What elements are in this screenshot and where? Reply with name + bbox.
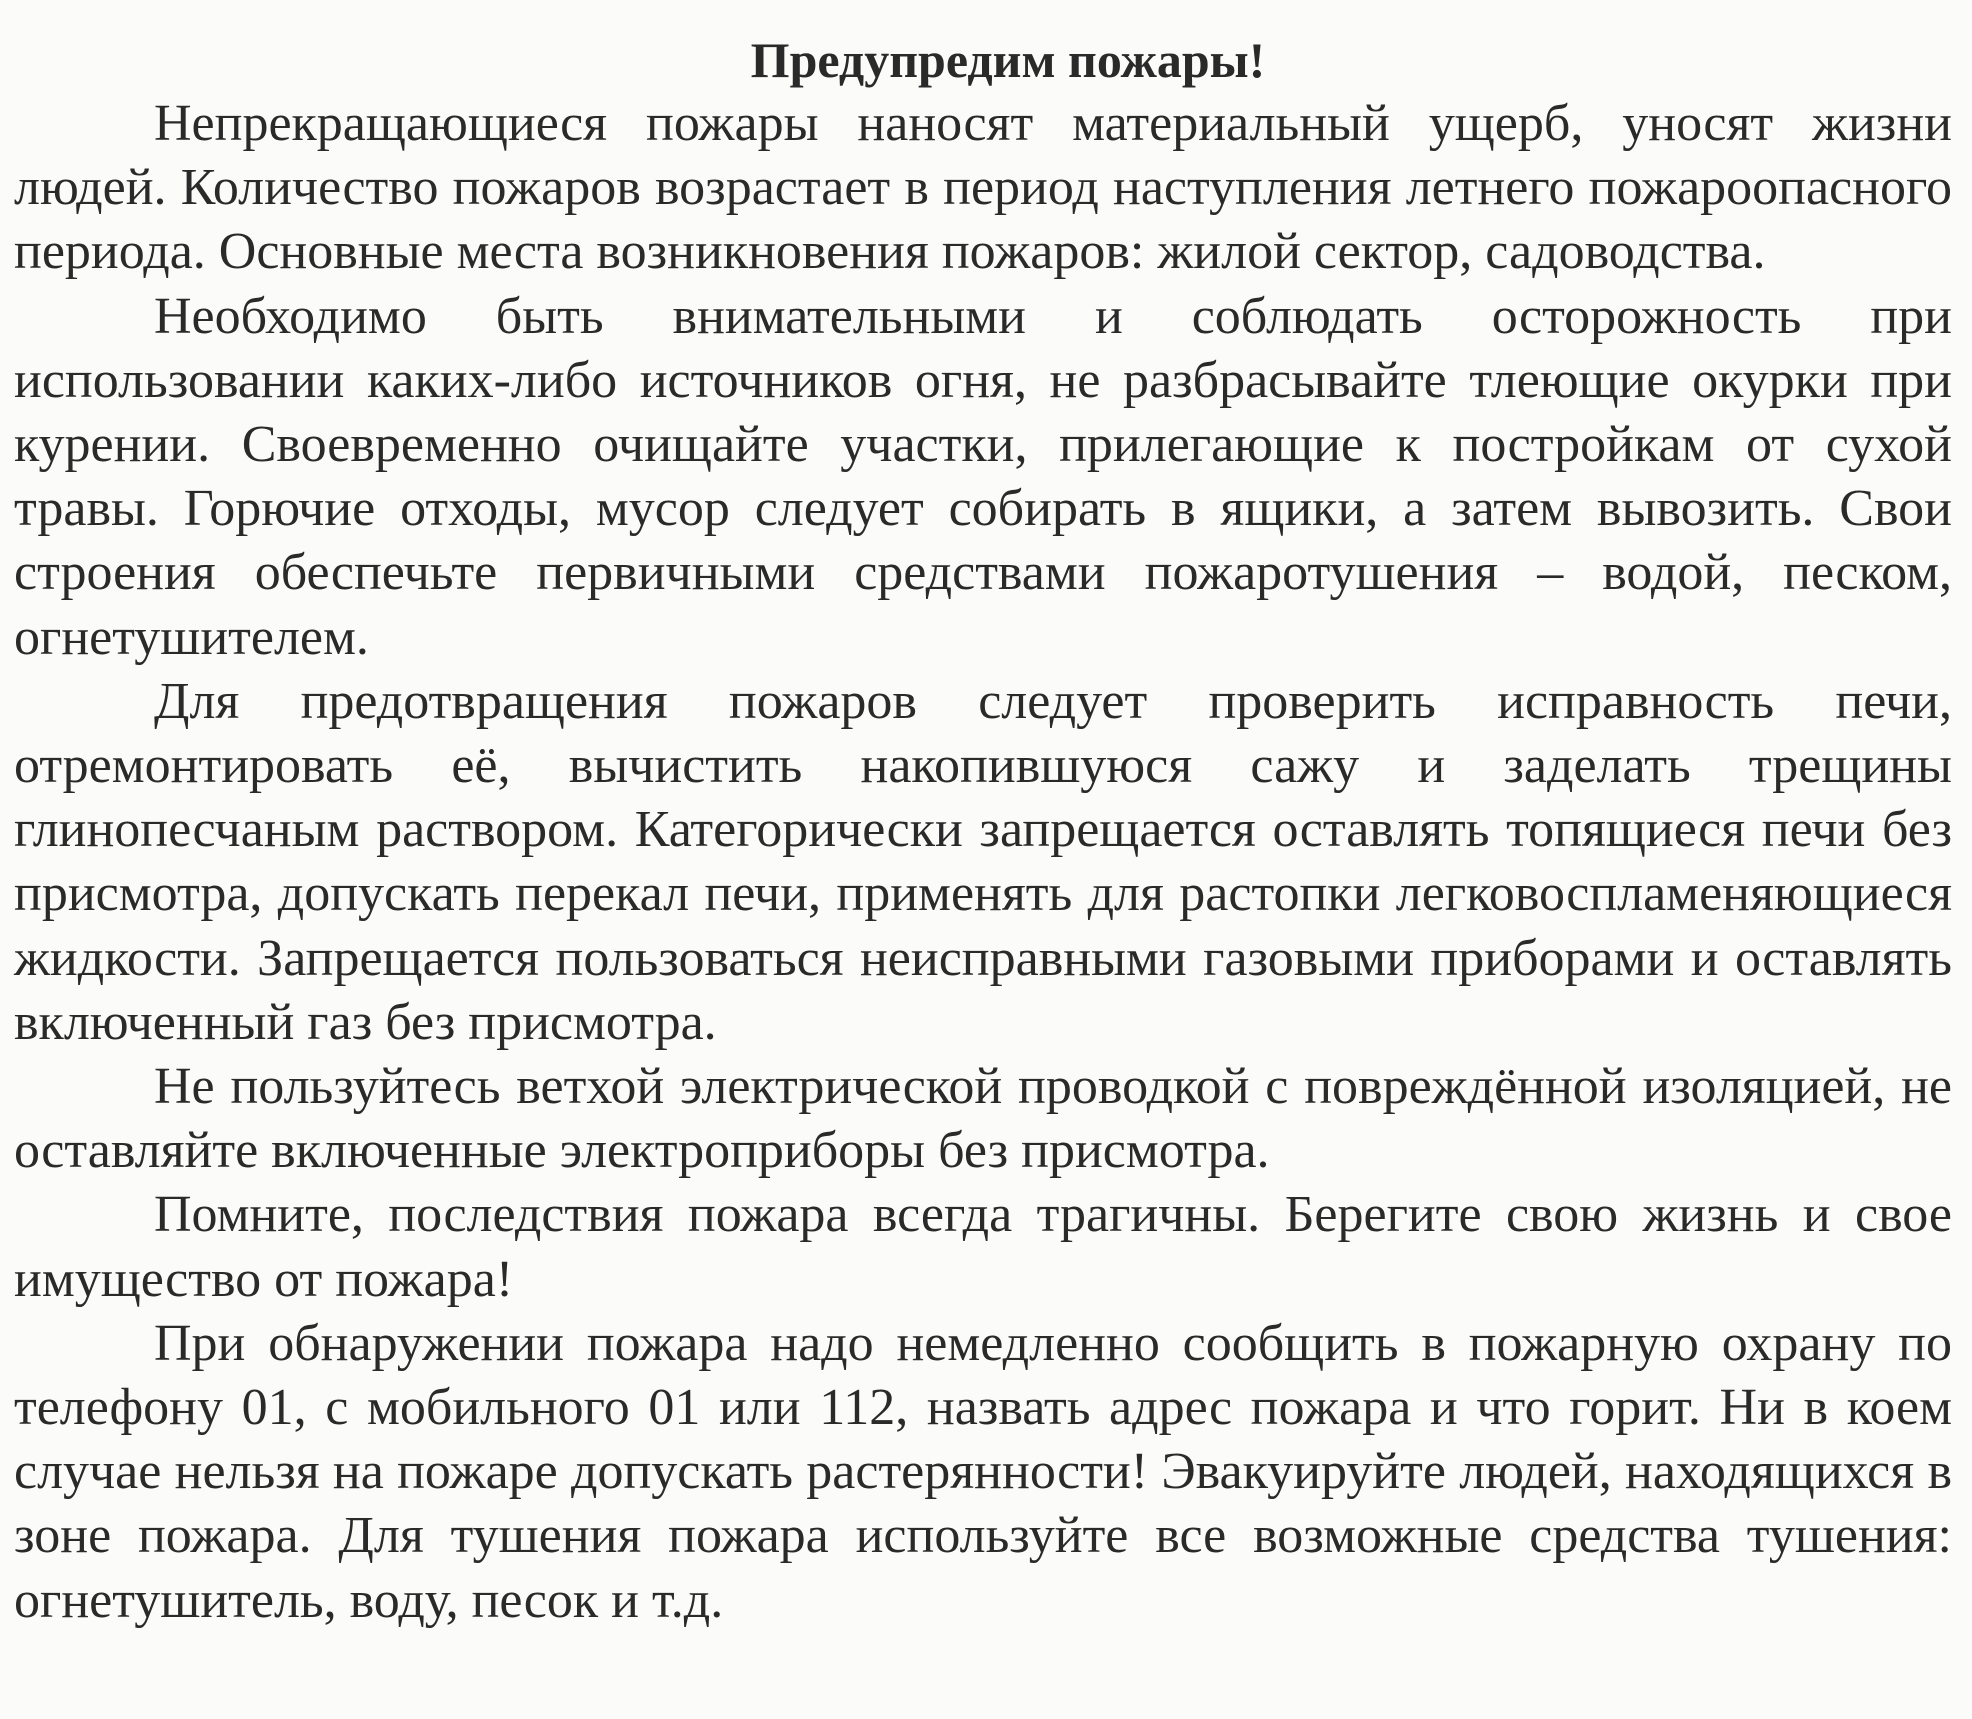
paragraph-stove-safety: Для предотвращения пожаров следует проверить исправность печи, отремонтировать её, вычистить накопившуюся сажу и заделать трещины глинопесчаным раствором. Категорически запрещается оставлять топящиеся печи без присмотра, допускать перекал печи, применять для растопки легковоспламеняющиеся жидкости. Запрещается пользоваться неисправными газовыми приборами и оставлять включенный газ без присмотра. — [14, 672, 1952, 1051]
paragraph-caution: Необходимо быть внимательными и соблюдать осторожность при использовании каких-либо источников огня, не разбрасывайте тлеющие окурки при курении. Своевременно очищайте участки, прилегающие к постройкам от сухой травы. Горючие отходы, мусор следует собирать в ящики, а затем вывозить. Свои строения обеспечьте первичными средствами пожаротушения – водой, песком, огнетушителем. — [14, 287, 1952, 666]
paragraph-intro: Непрекращающиеся пожары наносят материальный ущерб, уносят жизни людей. Количество пожаров возрастает в период наступления летнего пожароопасного периода. Основные места возникновения пожаров: жилой сектор, садоводства. — [14, 95, 1952, 281]
document-title: Предупредим пожары! — [750, 32, 1266, 88]
paragraph-emergency: При обнаружении пожара надо немедленно сообщить в пожарную охрану по телефону 01, с мобильного 01 или 112, назвать адрес пожара и что горит. Ни в коем случае нельзя на пожаре допускать растерянности! Эвакуируйте людей, находящихся в зоне пожара. Для тушения пожара используйте все возможные средства тушения: огнетушитель, воду, песок и т.д. — [14, 1314, 1952, 1629]
paragraph-wiring: Не пользуйтесь ветхой электрической проводкой с повреждённой изоляцией, не оставляйте включенные электроприборы без присмотра. — [14, 1058, 1952, 1180]
paragraph-reminder: Помните, последствия пожара всегда трагичны. Берегите свою жизнь и свое имущество от пожара! — [14, 1186, 1952, 1308]
